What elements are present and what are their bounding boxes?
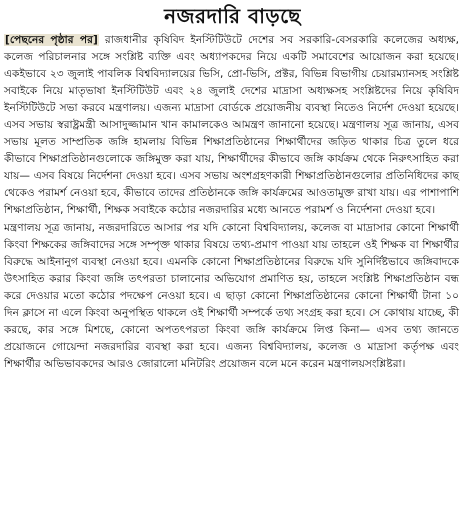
headline: নজরদারি বাড়ছে <box>164 4 301 28</box>
paragraph-2-text: মন্ত্রণালয় সূত্র জানায়, নজরদারিতে আসার পর যদি কোনো বিশ্ববিদ্যালয়, কলেজ বা মাদ্রাসার কোনো শিক্ষার্থী কিংবা শিক্ষকের জঙ্গিবাদের সঙ্গে সম্পৃক্ত থাকার বিষয়ে তথ্য-প্রমাণ পাওয়া যায় তাহলে ওই শিক্ষক বা শিক্ষার্থীর বিরুদ্ধে আইনানুগ ব্যবস্থা নেওয়া হবে। এমনকি কোনো শিক্ষাপ্রতিষ্ঠানের বিরুদ্ধে যদি সুনির্দিষ্টভাবে জঙ্গিবাদকে উৎসাহিত করার কিংবা জঙ্গি তৎপরতা চালানোর অভিযোগ প্রমাণিত হয়, তাহলে সংশ্লিষ্ট শিক্ষাপ্রতিষ্ঠান বন্ধ করে দেওয়ার মতো কঠোর পদক্ষেপ নেওয়া হবে। এ ছাড়া কোনো শিক্ষাপ্রতিষ্ঠানের কোনো শিক্ষার্থী টানা ১০ দিন ক্লাসে না এলে কিংবা অনুপস্থিত থাকলে ওই শিক্ষার্থী সম্পর্কে তথ্য সংগ্রহ করা হবে। সে কোথায় যাচ্ছে, কী করছে, কার সঙ্গে মিশছে, কোনো অপতৎপরতা কিংবা জঙ্গি কার্যক্রমে লিপ্ত কিনা— এসব তথ্য জানতে প্রয়োজনে গোয়েন্দা নজরদারির ব্যবস্থা করা হবে। এজন্য বিশ্ববিদ্যালয়, কলেজ ও মাদ্রাসা কর্তৃপক্ষ এবং শিক্ষার্থীর অভিভাবকদের আরও জোরালো মনিটরিং প্রয়োজন বলে মনে করেন মন্ত্রণালয়সংশ্লিষ্টরা। <box>4 222 459 370</box>
paragraph-1-text: রাজধানীর কৃষিবিদ ইনস্টিটিউটে দেশের সব সরকারি-বেসরকারি কলেজের অধ্যক্ষ, কলেজ পরিচালনার সঙ্গে সংশ্লিষ্ট ব্যক্তি এবং অধ্যাপকদের নিয়ে একটি সমাবেশের আয়োজন করা হয়েছে। একইভাবে ২৩ জুলাই পাবলিক বিশ্ববিদ্যালয়ের ভিসি, প্রো-ভিসি, প্রক্টর, বিভিন্ন বিভাগীয় চেয়ারম্যানসহ সংশ্লিষ্ট সবাইকে নিয়ে মাতৃভাষা ইনস্টিটিউট এবং ২৪ জুলাই দেশের মাদ্রাসা অধ্যক্ষসহ সংশ্লিষ্টদের নিয়ে কৃষিবিদ ইনস্টিটিউটে সভা করবে মন্ত্রণালয়। এজন্য মাদ্রাসা বোর্ডকে প্রয়োজনীয় ব্যবস্থা নিতেও নির্দেশ দেওয়া হয়েছে। এসব সভায় স্বরাষ্ট্রমন্ত্রী আসাদুজ্জামান খান কামালকেও আমন্ত্রণ জানানো হয়েছে। মন্ত্রণালয় সূত্র জানায়, এসব সভায় মূলত সাম্প্রতিক জঙ্গি হামলায় বিভিন্ন শিক্ষাপ্রতিষ্ঠানের শিক্ষার্থীদের জড়িত থাকার চিত্র তুলে ধরে কীভাবে শিক্ষাপ্রতিষ্ঠানগুলোকে জঙ্গিমুক্ত করা যায়, শিক্ষার্থীদের কীভাবে জঙ্গি কার্যক্রম থেকে নিরুৎসাহিত করা যায়— এসব বিষয়ে নির্দেশনা দেওয়া হবে। এসব সভায় অংশগ্রহণকারী শিক্ষাপ্রতিষ্ঠানগুলোর প্রতিনিধিদের কাছ থেকেও পরামর্শ নেওয়া হবে, কীভাবে তাদের প্রতিষ্ঠানকে জঙ্গি কার্যক্রমের আওতামুক্ত রাখা যায়। এর পাশাপাশি শিক্ষাপ্রতিষ্ঠান, শিক্ষার্থী, শিক্ষক সবাইকে কঠোর নজরদারির মধ্যে আনতে পরামর্শ ও নির্দেশনা দেওয়া হবে। <box>4 34 459 216</box>
article-paragraph-2 <box>4 220 459 373</box>
article-body <box>0 30 465 373</box>
continued-from-back-page-label: [পেছনের পৃষ্ঠার পর] <box>5 34 98 46</box>
article-paragraph-1 <box>4 32 459 219</box>
